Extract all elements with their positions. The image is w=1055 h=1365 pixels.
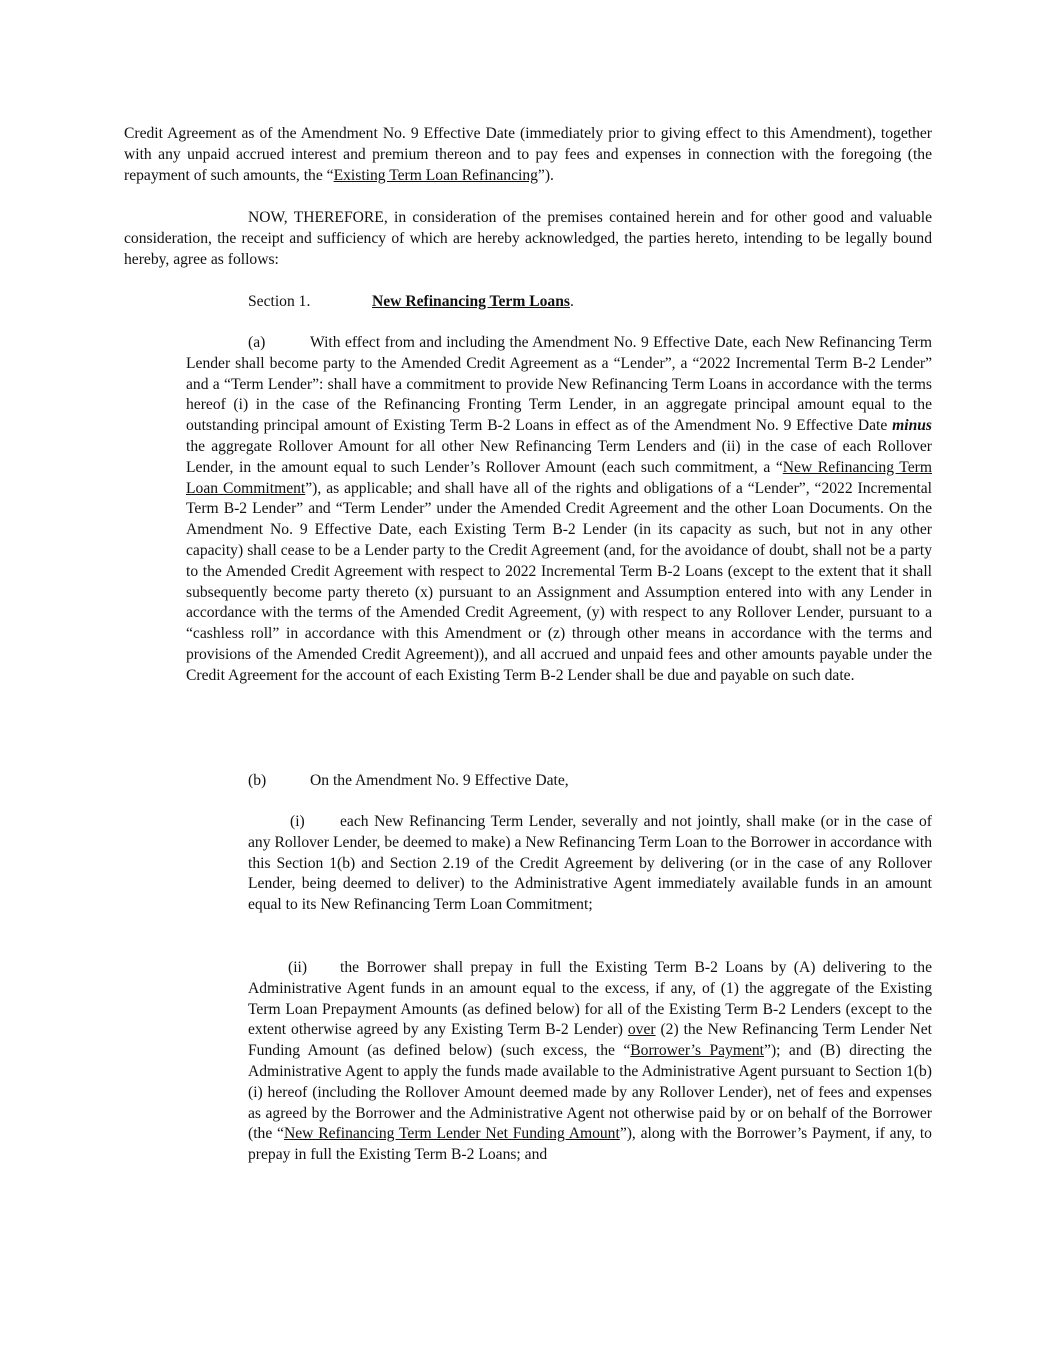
defined-term-new-refinancing-term-loan-commitment: New Refinancing Term Loan Commitment xyxy=(186,458,932,497)
paragraph-b-i-text: each New Refinancing Term Lender, severally and not jointly, shall make (or in the case of any Rollover Lender, be deemed to make) a New Refinancing Term Loan to the Borrower in accordance with this Section 1(b) and Section 2.19 of the Credit Agreement by delivering (or in the case of any Rollover Lender, being deemed to deliver) to the Administrative Agent immediately available funds in an amount equal to its New Refinancing Term Loan Commitment; xyxy=(248,813,932,914)
section-title-period: . xyxy=(569,293,574,310)
text-segment: ”); and (B) directing the Administrative Agent to apply the funds made available to the Administrative Agent pursuant to Section 1(b)(i) hereof (including the Rollover Amount deemed made by any Rollover Lender), net of fees and expenses as agreed by the Borrower and the Administrative Agent not otherwise paid by or on behalf of the Borrower (the “ xyxy=(248,1042,932,1143)
text-segment: ”), as applicable; and shall have all of the rights and obligations of a “Lender”, “2022 Incremental Term B-2 Lender” and “Term Lender” under the Amended Credit Agreement and the other Loan Documents. On the Amendment No. 9 Effective Date, each Existing Term B-2 Lender (in its capacity as such, but not in any other capacity) shall cease to be a Lender party to the Credit Agreement (and, for the avoidance of doubt, shall not be a party to the Amended Credit Agreement with respect to 2022 Incremental Term B-2 Loans (except to the extent that it shall subsequently become party thereto (x) pursuant to an Assignment and Assumption entered into with any Lender in accordance with the terms of the Amended Credit Agreement, (y) with respect to any Rollover Lender, pursuant to a “cashless roll” in accordance with this Amendment or (z) through other means in accordance with the terms and provisions of the Amended Credit Agreement)), and all accrued and unpaid fees and other amounts payable under the Credit Agreement for the account of each Existing Term B-2 Lender shall be due and payable on such date. xyxy=(186,479,932,684)
paragraph-label-b: (b) xyxy=(248,772,267,789)
paragraph-label-a: (a) xyxy=(248,334,266,351)
paragraph-label-i: (i) xyxy=(290,813,305,830)
defined-term-existing-term-loan-refinancing: Existing Term Loan Refinancing xyxy=(333,166,538,184)
defined-term-borrowers-payment: Borrower’s Payment xyxy=(630,1042,765,1060)
paragraph-b-i xyxy=(248,812,932,916)
paragraph-intro-continuation xyxy=(124,124,932,186)
text-segment: (2) the New Refinancing Term Lender Net Funding Amount (as defined below) (such excess, the “ xyxy=(248,1021,932,1060)
paragraph-label-ii: (ii) xyxy=(288,959,308,976)
paragraph-a xyxy=(186,333,932,687)
text-segment: ”). xyxy=(537,166,554,184)
section-number: Section 1. xyxy=(248,293,311,310)
paragraph-b-ii xyxy=(248,958,932,1166)
text-segment: ”), along with the Borrower’s Payment, if any, to prepay in full the Existing Term B-2 Loans; and xyxy=(248,1125,932,1164)
underlined-word-over: over xyxy=(627,1021,656,1039)
text-segment: With effect from and including the Amendment No. 9 Effective Date, each New Refinancing Term Lender shall become party to the Amended Credit Agreement as a “Lender”, a “2022 Incremental Term B-2 Lender” and a “Term Lender”: shall have a commitment to provide New Refinancing Term Loans in accordance with the terms hereof (i) in the case of the Refinancing Fronting Term Lender, in an aggregate principal amount equal to the outstanding principal amount of Existing Term B-2 Loans in effect as of the Amendment No. 9 Effective Date xyxy=(186,334,932,435)
text-segment: the Borrower shall prepay in full the Existing Term B-2 Loans by (A) delivering to the Administrative Agent funds in an amount equal to the excess, if any, of (1) the aggregate of the Existing Term Loan Prepayment Amounts (as defined below) for all of the Existing Term B-2 Lenders (except to the extent otherwise agreed by any Existing Term B-2 Lender) xyxy=(248,959,932,1039)
text-segment: Credit Agreement as of the Amendment No. 9 Effective Date (immediately prior to giving effect to this Amendment), together with any unpaid accrued interest and premium thereon and to pay fees and expenses in connection with the foregoing (the repayment of such amounts, the “ xyxy=(124,125,932,184)
paragraph-b xyxy=(248,771,932,792)
emphasis-minus: minus xyxy=(892,417,932,435)
section-title: New Refinancing Term Loans xyxy=(372,293,570,310)
paragraph-now-therefore: NOW, THEREFORE, in consideration of the premises contained herein and for other good and valuable consideration, the receipt and sufficiency of which are hereby acknowledged, the parties hereto, intending to be legally bound hereby, agree as follows: xyxy=(124,209,932,268)
paragraph-b-text: On the Amendment No. 9 Effective Date, xyxy=(310,772,569,789)
text-segment: the aggregate Rollover Amount for all other New Refinancing Term Lenders and (ii) in the case of each Rollover Lender, in the amount equal to such Lender’s Rollover Amount (each such commitment, a “ xyxy=(186,437,932,476)
defined-term-net-funding-amount: New Refinancing Term Lender Net Funding Amount xyxy=(283,1125,620,1143)
section-heading xyxy=(248,292,932,313)
